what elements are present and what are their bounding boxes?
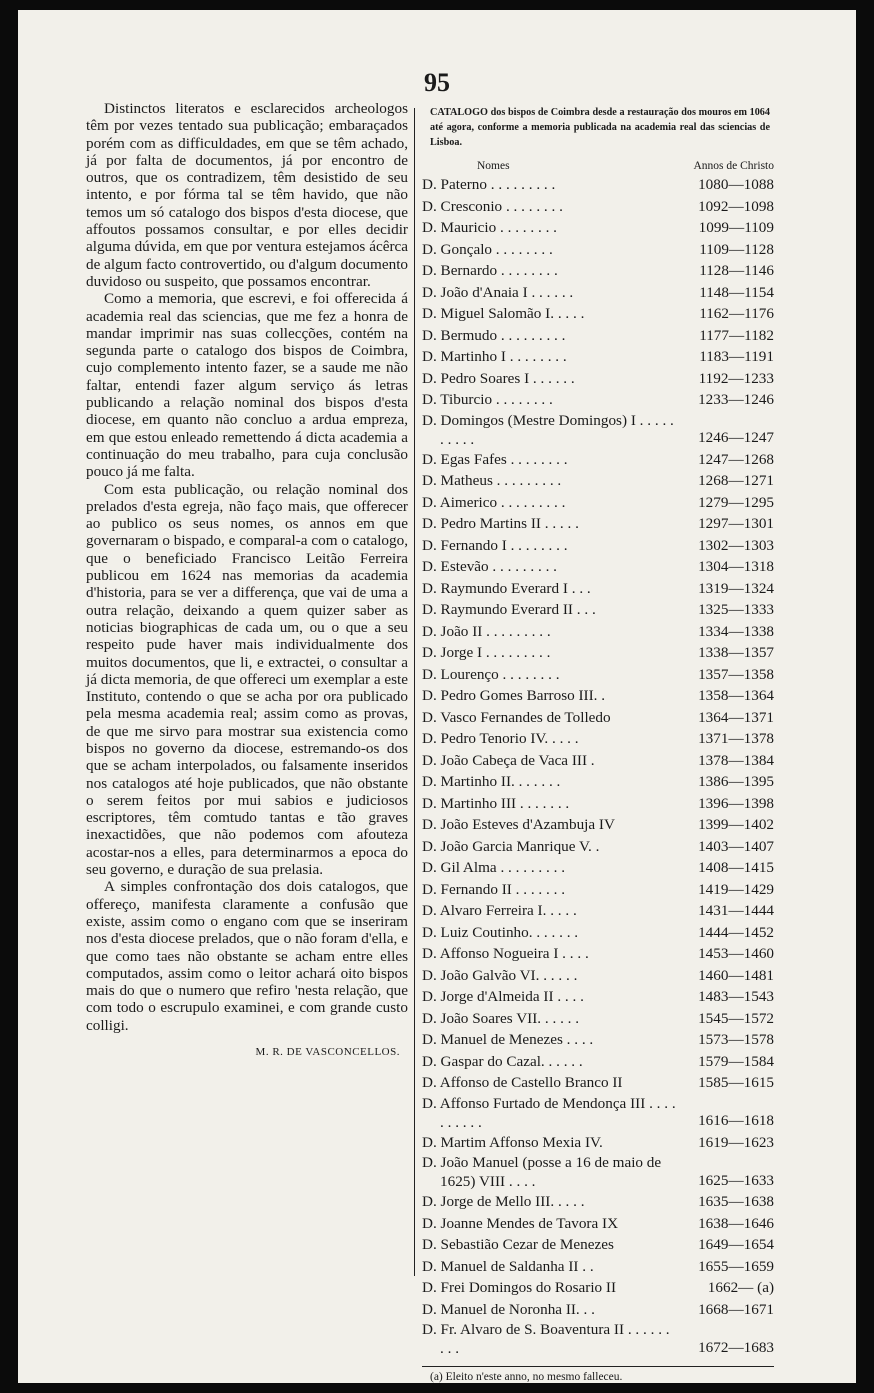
bishop-years: 1268—1271: [698, 472, 774, 489]
catalog-row: [422, 1213, 774, 1235]
bishop-years: 1635—1638: [698, 1193, 774, 1210]
catalog-row: [422, 814, 774, 836]
catalog-row: [422, 1277, 774, 1299]
bishop-name: D. Manuel de Menezes . . . .: [422, 1031, 594, 1048]
bishop-name: D. Sebastião Cezar de Menezes: [422, 1236, 614, 1253]
bishop-years: 1148—1154: [699, 283, 774, 301]
catalog-row: [422, 578, 774, 600]
bishop-name: D. Martinho III . . . . . . .: [422, 794, 570, 812]
bishop-name: D. Lourenço . . . . . . . .: [422, 665, 560, 683]
catalog-row: [422, 513, 774, 535]
page-number: 95: [424, 68, 450, 97]
bishop-name: D. Tiburcio . . . . . . . .: [422, 391, 553, 408]
bishop-years: 1080—1088: [698, 176, 774, 193]
bishop-years: 1371—1378: [698, 730, 774, 747]
catalog-row: [422, 217, 774, 239]
bishop-years: 1334—1338: [698, 622, 774, 640]
catalog-row: [422, 1029, 774, 1051]
document-page: [18, 10, 856, 1383]
bishop-name: D. Mauricio . . . . . . . .: [422, 219, 557, 236]
bishop-years: 1386—1395: [698, 773, 774, 790]
catalog-row: [422, 857, 774, 879]
introduction-text: [86, 100, 408, 1061]
bishop-years: 1192—1233: [698, 369, 774, 387]
catalog-row: [422, 260, 774, 282]
bishop-name: D. Bernardo . . . . . . . .: [422, 262, 558, 279]
bishop-name: D. Jorge d'Almeida II . . . .: [422, 988, 584, 1005]
bishop-years: 1585—1615: [698, 1074, 774, 1091]
catalog-row: [422, 771, 774, 793]
catalog-row: [422, 1051, 774, 1073]
catalog-row: [422, 642, 774, 664]
bishop-name: D. João d'Anaia I . . . . . .: [422, 283, 574, 301]
bishop-name: D. Affonso Nogueira I . . . .: [422, 945, 589, 962]
bishop-years: 1183—1191: [699, 348, 774, 365]
bishop-name: D. Gil Alma . . . . . . . . .: [422, 859, 566, 876]
catalog-row: [422, 556, 774, 578]
bishop-name: D. Pedro Tenorio IV. . . . .: [422, 730, 579, 747]
paragraph: A simples confrontação dos dois catalogos, que offereço, manifesta claramente a confusão que existe, assim como o engano com que se inseriram nos d'esta diocese prelados, que o não foram d'ella, e que como taes não obstante se acham entre elles computados, assim como o leitor achará oito bispos mais do que o numero que refiro 'nesta relação, que com todo o escrupulo examinei, e com grande custo colligi.: [86, 878, 408, 1034]
column-divider: [414, 108, 415, 1276]
years-header: Annos de Christo: [693, 160, 774, 172]
catalog-row: [422, 239, 774, 261]
bishop-years: 1378—1384: [698, 751, 774, 769]
catalog-row: [422, 346, 774, 368]
bishop-years: 1619—1623: [698, 1133, 774, 1151]
bishop-years: 1408—1415: [698, 859, 774, 876]
catalog-row: [422, 389, 774, 411]
bishop-name: D. Raymundo Everard II . . .: [422, 601, 596, 618]
bishop-name: D. Affonso Furtado de Mendonça III . . . . . . . . . .: [422, 1094, 676, 1131]
catalog-row: [422, 728, 774, 750]
catalog-row: [422, 986, 774, 1008]
bishop-years: 1655—1659: [698, 1257, 774, 1275]
bishop-name: D. Aimerico . . . . . . . . .: [422, 493, 566, 511]
bishop-name: D. Fernando I . . . . . . . .: [422, 536, 568, 554]
bishop-name: D. Jorge de Mello III. . . . .: [422, 1193, 585, 1210]
footnote: (a) Eleito n'este anno, no mesmo falleceu.: [430, 1371, 623, 1383]
bishop-years: 1358—1364: [698, 687, 774, 704]
bishop-name: D. Miguel Salomão I. . . . .: [422, 305, 585, 322]
bishop-name: D. Egas Fafes . . . . . . . .: [422, 450, 568, 468]
bishop-years: 1092—1098: [698, 197, 774, 215]
bishop-name: D. Martim Affonso Mexia IV.: [422, 1133, 603, 1151]
bishop-years: 1419—1429: [698, 880, 774, 898]
bishop-name: D. Matheus . . . . . . . . .: [422, 472, 562, 489]
catalog-row: [422, 368, 774, 390]
bishop-list: [422, 174, 774, 1358]
catalog-row: [422, 1072, 774, 1094]
catalog-row: [422, 1094, 774, 1132]
bishop-years: 1668—1671: [698, 1300, 774, 1318]
bishop-name: D. Paterno . . . . . . . . .: [422, 176, 556, 193]
catalog-row: [422, 943, 774, 965]
catalog-row: [422, 1153, 774, 1191]
bishop-years: 1396—1398: [698, 794, 774, 812]
bishop-name: D. Manuel de Noronha II. . .: [422, 1300, 595, 1318]
paragraph: Com esta publicação, ou relação nominal dos prelados d'esta egreja, não faço mais, que offerecer ao publico os seus nomes, os annos em que governaram o bispado, e comparal-a com o catalogo, que o beneficiado Francisco Leitão Ferreira publicou em 1624 nas memorias da academia d'historia, para se ver a differença, que vai de uma a outra relação, deixando a quem quizer saber as noticias biographicas de cada um, ou o que a seu respeito pude haver mais individualmente dos muitos documentos, que li, e extractei, o consultar a já dicta memoria, de que offereci um exemplar a este Instituto, contendo o que se acha por ora publicado pela mesma academia real; assim como as provas, de que me sirvo para mostrar sua existencia como bispos no governo da diocese, estremando-os dos que se acham interpolados, ou falsamente inseridos nos catalogos até hoje publicados, que não obstante o serem feitos por mui sabios e judiciosos escriptores, têm comtudo tantas e tão graves inexactidões, que não podemos com afouteza acostar-nos a elles, para determinarmos a epoca do seu governo, e duração de sua prelasia.: [86, 480, 408, 879]
bishop-years: 1431—1444: [698, 902, 774, 919]
catalog-row: [422, 879, 774, 901]
bishop-name: D. Manuel de Saldanha II . .: [422, 1257, 594, 1275]
catalog-headers: [422, 160, 774, 172]
bishop-years: 1399—1402: [698, 816, 774, 833]
catalog-title: CATALOGO dos bispos de Coimbra desde a restauração dos mouros em 1064 até agora, conforme a memoria publicada na academia real das sciencias de Lisboa.: [430, 107, 770, 148]
catalog-row: [422, 1234, 774, 1256]
bishop-name: D. Frei Domingos do Rosario II: [422, 1279, 617, 1296]
bishop-years: 1302—1303: [698, 536, 774, 554]
bishop-name: D. Pedro Soares I . . . . . .: [422, 369, 575, 387]
bishop-years: 1649—1654: [698, 1236, 774, 1253]
bishop-years: 1297—1301: [698, 515, 774, 532]
bishop-name: D. Jorge I . . . . . . . . .: [422, 644, 551, 661]
catalog-row: [422, 282, 774, 304]
catalog-row: [422, 965, 774, 987]
bishop-name: D. Alvaro Ferreira I. . . . .: [422, 902, 577, 919]
bishop-name: D. João Garcia Manrique V. .: [422, 837, 600, 855]
bishop-years: 1364—1371: [698, 708, 774, 726]
bishop-years: 1460—1481: [698, 966, 774, 984]
bishop-name: D. Affonso de Castello Branco II: [422, 1074, 623, 1091]
catalog-row: [422, 793, 774, 815]
catalog-row: [422, 707, 774, 729]
bishop-years: 1638—1646: [698, 1214, 774, 1232]
bishop-years: 1247—1268: [698, 450, 774, 468]
bishop-years: 1233—1246: [698, 391, 774, 408]
bishop-years: 1573—1578: [698, 1031, 774, 1048]
catalog-row: [422, 1008, 774, 1030]
catalog-row: [422, 922, 774, 944]
bishop-name: D. João II . . . . . . . . .: [422, 622, 551, 640]
bishop-years: 1403—1407: [698, 837, 774, 855]
bishop-name: D. João Esteves d'Azambuja IV: [422, 816, 615, 833]
bishop-years: 1099—1109: [698, 219, 774, 236]
bishop-years: 1545—1572: [698, 1009, 774, 1027]
bishop-years: 1109—1128: [699, 240, 774, 258]
bishop-name: D. João Manuel (posse a 16 de maio de 1625) VIII . . . .: [422, 1154, 662, 1190]
bishop-name: D. Fr. Alvaro de S. Boaventura II . . . . . . . . .: [422, 1321, 670, 1357]
catalog-row: [422, 599, 774, 621]
catalog-row: [422, 174, 774, 196]
bishop-name: D. Pedro Martins II . . . . .: [422, 515, 579, 532]
catalog-row: [422, 325, 774, 347]
bishop-years: 1453—1460: [698, 945, 774, 962]
catalog-row: [422, 1299, 774, 1321]
catalog-row: [422, 836, 774, 858]
bishop-name: D. Gaspar do Cazal. . . . . .: [422, 1052, 583, 1070]
bishop-name: D. João Cabeça de Vaca III .: [422, 751, 595, 769]
catalog-row: [422, 1320, 774, 1358]
catalog-row: [422, 411, 774, 449]
bishop-name: D. Domingos (Mestre Domingos) I . . . . . . . . . .: [422, 411, 674, 448]
bishop-years: 1579—1584: [698, 1052, 774, 1070]
bishop-years: 1444—1452: [698, 923, 774, 941]
bishop-name: D. Fernando II . . . . . . .: [422, 880, 565, 898]
bishop-years: 1128—1146: [699, 262, 774, 279]
bishop-name: D. João Galvão VI. . . . . .: [422, 966, 578, 984]
catalog-row: [422, 449, 774, 471]
paragraph: Como a memoria, que escrevi, e foi offerecida á academia real das sciencias, que me fez a honra de mandar imprimir nas suas collecções, contém na segunda parte o catalogo dos bispos de Coimbra, cujo complemento intento fazer, se a saude me não faltar, entendi fazer algum serviço ás letras publicando a relação nominal dos bispos d'esta diocese, em quanto não concluo a ardua empreza, em que estou enleado remettendo á dicta academia a continuação do meu trabalho, para cuja conclusão pouco já me falta.: [86, 290, 408, 481]
catalog-row: [422, 621, 774, 643]
bishop-name: D. Pedro Gomes Barroso III. .: [422, 687, 606, 704]
bishop-years: 1304—1318: [698, 558, 774, 575]
bishop-years: 1319—1324: [698, 579, 774, 597]
catalog-row: [422, 492, 774, 514]
bishop-years: 1246—1247: [698, 429, 774, 446]
catalog-row: [422, 685, 774, 707]
bishop-years: 1162—1176: [699, 305, 774, 322]
catalog-row: [422, 1256, 774, 1278]
catalog-row: [422, 750, 774, 772]
bishop-years: 1662— (a): [707, 1279, 774, 1296]
catalog-row: [422, 470, 774, 492]
names-header: Nomes: [477, 160, 510, 172]
bishop-name: D. Estevão . . . . . . . . .: [422, 558, 557, 575]
footnote-divider: [422, 1366, 774, 1367]
catalog-row: [422, 1132, 774, 1154]
catalog-row: [422, 664, 774, 686]
bishop-years: 1279—1295: [698, 493, 774, 511]
bishop-years: 1325—1333: [698, 601, 774, 618]
bishop-years: 1616—1618: [698, 1112, 774, 1129]
bishop-name: D. Martinho II. . . . . . .: [422, 773, 561, 790]
bishop-catalog: [422, 105, 774, 1383]
catalog-row: [422, 196, 774, 218]
bishop-name: D. Raymundo Everard I . . .: [422, 579, 591, 597]
bishop-years: 1483—1543: [698, 988, 774, 1005]
paragraph: Distinctos literatos e esclarecidos archeologos têm por vezes tentado sua publicação; embaraçados porém com as difficuldades, em que se têm achado, já por falta de documentos, já por encontro de outros, que os contradizem, têm desistido de seu intento, e por fórma tal se têm havido, que não temos um só catalogo dos bispos d'esta diocese, que affoutos possamos consultar, e por elles decidir alguma dúvida, em que por ventura estejamos ácêrca de algum facto controvertido, ou d'algum documento duvidoso ou suspeito, que possamos encontrar.: [86, 100, 409, 290]
catalog-row: [422, 1191, 774, 1213]
bishop-name: D. Luiz Coutinho. . . . . . .: [422, 923, 579, 941]
bishop-years: 1338—1357: [698, 644, 774, 661]
catalog-row: [422, 900, 774, 922]
bishop-name: D. João Soares VII. . . . . .: [422, 1009, 580, 1027]
catalog-row: [422, 535, 774, 557]
bishop-name: D. Martinho I . . . . . . . .: [422, 348, 567, 365]
bishop-years: 1625—1633: [698, 1171, 774, 1189]
catalog-row: [422, 303, 774, 325]
bishop-name: D. Joanne Mendes de Tavora IX: [422, 1214, 619, 1232]
bishop-years: 1672—1683: [698, 1338, 774, 1356]
bishop-name: D. Cresconio . . . . . . . .: [422, 197, 563, 215]
bishop-years: 1357—1358: [698, 665, 774, 683]
bishop-years: 1177—1182: [699, 326, 774, 344]
bishop-name: D. Gonçalo . . . . . . . .: [422, 240, 553, 258]
bishop-name: D. Bermudo . . . . . . . . .: [422, 326, 566, 344]
bishop-name: D. Vasco Fernandes de Tolledo: [422, 708, 611, 726]
author-signature: M. R. DE VASCONCELLOS.: [255, 1046, 400, 1059]
